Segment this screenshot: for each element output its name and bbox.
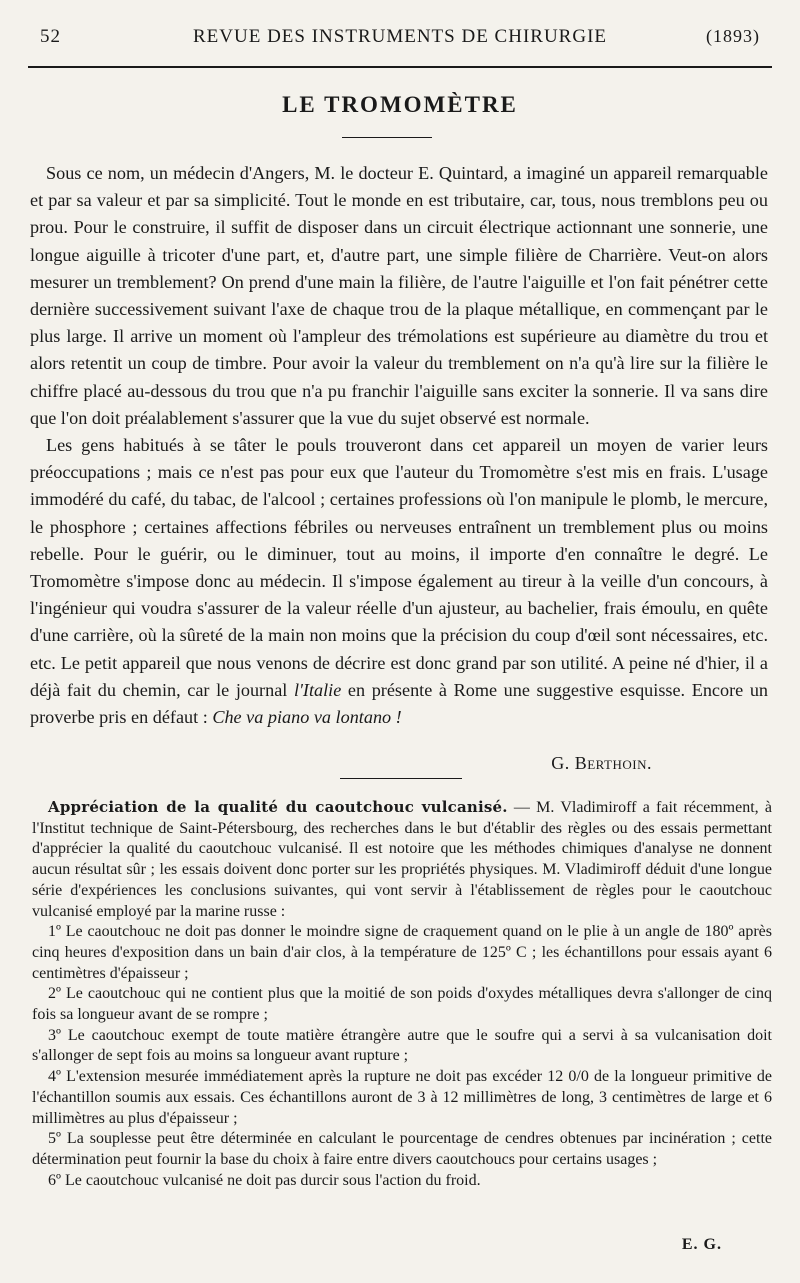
list-item: 3º Le caoutchouc exempt de toute matière étrangère autre que le soufre qui a servi à sa vulcanisation doit s'allonger de sept fois au moins sa longueur avant rupture ; bbox=[32, 1026, 772, 1065]
list-item: 6º Le caoutchouc vulcanisé ne doit pas durcir sous l'action du froid. bbox=[48, 1171, 481, 1189]
caoutchouc-article bbox=[32, 797, 772, 1191]
paragraph-2-middle: en présente à Rome une suggestive esquisse. Encore un proverbe pris en défaut : bbox=[30, 679, 769, 728]
section-lead: Appréciation de la qualité du caoutchouc vulcanisé. bbox=[48, 798, 508, 816]
list-item: 2º Le caoutchouc qui ne contient plus que la moitié de son poids d'oxydes métalliques devra s'allonger de cinq fois sa longueur avant de se rompre ; bbox=[32, 985, 772, 1024]
tromometre-article bbox=[30, 160, 768, 731]
intro-paragraph bbox=[32, 797, 772, 922]
running-header bbox=[40, 22, 760, 56]
list-item: 5º La souplesse peut être déterminée en calculant le pourcentage de cendres obtenues par incinération ; cette détermination peut fournir la base du choix à faire entre divers caoutchoucs pour certains usages ; bbox=[32, 1130, 772, 1168]
author-signature: G. Berthoin. bbox=[551, 753, 652, 773]
paragraph-2-text: Les gens habitués à se tâter le pouls trouveront dans cet appareil un moyen de varier leurs préoccupations ; mais ce n'est pas pour eux que l'auteur du Tromomètre s'est mis en frais. L'usage immodéré du café, du tabac, de l'alcool ; certaines professions où l'on manipule le plomb, le mercure, le phosphore ; certaines affections fébriles ou nerveuses entraînent un tremblement plus ou moins rebelle. Pour le guérir, ou le diminuer, tout au moins, il importe d'en connaître le degré. Le Tromomètre s'impose donc au médecin. Il s'impose également au tireur à la veille d'un concours, à l'ingénieur qui voudra s'assurer de la valeur réelle d'un ajusteur, au bachelier, frais émoulu, en quête d'une carrière, où la sûreté de la main non moins que la précision du coup d'œil sont nécessaires, etc. etc. Le petit appareil que nous venons de décrire est donc grand par son utilité. A peine né d'hier, il a déjà fait du chemin, car le journal bbox=[30, 435, 768, 700]
publication-year: (1893) bbox=[706, 26, 760, 46]
title-rule bbox=[342, 137, 432, 138]
header-rule bbox=[28, 66, 772, 68]
proverb: Che va piano va lontano ! bbox=[212, 707, 402, 728]
paragraph-2 bbox=[30, 432, 768, 731]
intro-text: — M. Vladimiroff a fait récemment, à l'Institut technique de Saint-Pétersbourg, des recherches dans le but d'établir des règles ou des essais permettant d'apprécier la qualité du caoutchouc vulcanisé. Il est notoire que les méthodes chimiques d'analyse ne donnent aucun résultat sûr ; les essais doivent donc porter sur les propriétés physiques. M. Vladimiroff déduit d'une longue série d'expériences les conclusions suivantes, qui vont servir à l'établissement de règles pour le caoutchouc vulcanisé employé par la marine russe : bbox=[32, 799, 772, 920]
author-initials: E. G. bbox=[681, 1236, 722, 1253]
journal-name: l'Italie bbox=[293, 679, 342, 700]
article-title: LE TROMOMÈTRE bbox=[282, 92, 518, 117]
list-item: 4º L'extension mesurée immédiatement après la rupture ne doit pas excéder 12 0/0 de la longueur primitive de l'échantillon soumis aux essais. Ces échantillons auront de 3 à 12 millimètres de long, 3 centimètres de large et 6 millimètres au plus d'épaisseur ; bbox=[32, 1068, 772, 1127]
page-number: 52 bbox=[40, 26, 61, 47]
paragraph-1: Sous ce nom, un médecin d'Angers, M. le docteur E. Quintard, a imaginé un appareil remarquable et par sa valeur et par sa simplicité. Tout le monde en est tributaire, car, tous, nous tremblons peu ou prou. Pour le construire, il suffit de disposer dans un circuit électrique actionnant une sonnerie, une longue aiguille à tricoter d'une part, et, d'autre part, une simple filière de Charrière. Veut-on alors mesurer un tremblement? On prend d'une main la filière, de l'autre l'aiguille et l'on fait pénétrer cette dernière successivement suivant l'axe de chaque trou de la plaque métallique, en commençant par le plus large. Il arrive un moment où l'ampleur des trémolations est supérieure au diamètre du trou et alors retentit un coup de timbre. Pour avoir la valeur du tremblement on n'a qu'à lire sur la filière le chiffre placé au-dessous du trou que n'a pu franchir l'aiguille sans exciter la sonnerie. Il va sans dire que l'on doit préalablement s'assurer que la vue du sujet observé est normale. bbox=[30, 163, 768, 428]
list-item: 1º Le caoutchouc ne doit pas donner le moindre signe de craquement quand on le plie à un angle de 180º après cinq heures d'exposition dans un bain d'air clos, à la température de 125º C ; les échantillons pour essais ayant 6 centimètres d'épaisseur ; bbox=[32, 923, 772, 982]
section-divider bbox=[340, 778, 462, 779]
journal-title: REVUE DES INSTRUMENTS DE CHIRURGIE bbox=[193, 26, 607, 47]
